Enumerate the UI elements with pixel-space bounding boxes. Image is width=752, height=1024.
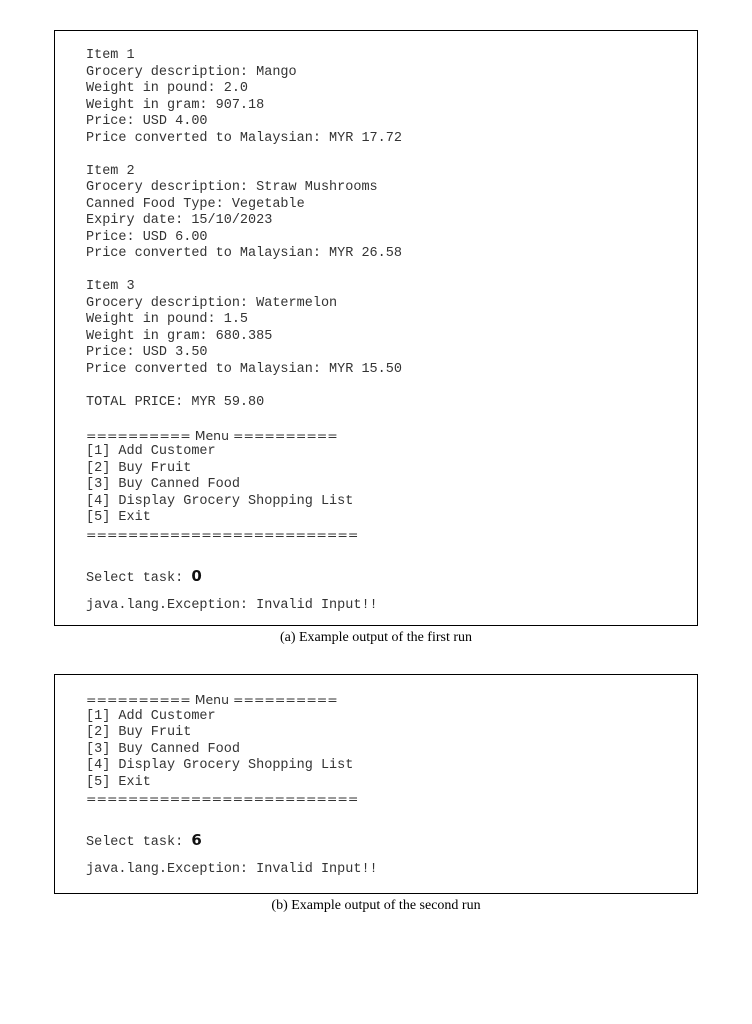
item-line: Price: USD 3.50	[86, 345, 208, 360]
item-line: Price converted to Malaysian: MYR 17.72	[86, 130, 402, 146]
console-text	[86, 48, 697, 614]
item-line: Weight in gram: 680.385	[86, 328, 273, 344]
menu-option: [3] Buy Canned Food	[86, 741, 240, 757]
menu-option: [3] Buy Canned Food	[86, 477, 240, 492]
item-line: Expiry date: 15/10/2023	[86, 213, 273, 228]
item-header: Item 3	[86, 279, 135, 294]
menu-footer: ==========================	[86, 526, 359, 542]
exception-message: java.lang.Exception: Invalid Input!!	[86, 597, 378, 613]
console-output-second-run	[54, 674, 698, 894]
menu-header: ========== Menu ==========	[86, 692, 338, 707]
grocery-item	[86, 48, 697, 147]
select-task-prompt	[86, 567, 697, 585]
figure-caption: (a) Example output of the first run	[279, 630, 473, 645]
item-line: Price converted to Malaysian: MYR 15.50	[86, 361, 402, 377]
grocery-item	[86, 164, 697, 263]
menu-option: [5] Exit	[86, 774, 151, 790]
item-line: Grocery description: Watermelon	[86, 295, 338, 311]
item-line: Price: USD 6.00	[86, 229, 208, 245]
menu-footer: ==========================	[86, 791, 359, 806]
menu-option: [5] Exit	[86, 510, 151, 525]
menu-header: ========== Menu ==========	[86, 427, 338, 443]
console-text	[86, 692, 697, 879]
menu-option: [4] Display Grocery Shopping List	[86, 758, 354, 773]
item-line: Canned Food Type: Vegetable	[86, 196, 305, 212]
grocery-item	[86, 279, 697, 378]
menu-option: [4] Display Grocery Shopping List	[86, 493, 354, 509]
item-line: Grocery description: Straw Mushrooms	[86, 180, 378, 195]
select-task-value: 0	[191, 566, 202, 585]
menu	[86, 692, 697, 808]
select-task-label: Select task:	[86, 835, 192, 850]
item-header: Item 1	[86, 48, 135, 63]
menu-option: [2] Buy Fruit	[86, 725, 192, 740]
menu-option: [1] Add Customer	[86, 444, 216, 459]
menu	[86, 428, 697, 544]
menu-option: [1] Add Customer	[86, 708, 216, 724]
item-line: Weight in pound: 2.0	[86, 81, 249, 96]
menu-option: [2] Buy Fruit	[86, 460, 192, 476]
select-task-label: Select task:	[86, 570, 192, 586]
select-task-prompt	[86, 831, 697, 849]
item-header: Item 2	[86, 163, 135, 179]
console-output-first-run	[54, 30, 698, 626]
select-task-value: 6	[191, 831, 202, 849]
exception-message: java.lang.Exception: Invalid Input!!	[86, 862, 378, 877]
item-line: Weight in pound: 1.5	[86, 312, 249, 327]
total-price: TOTAL PRICE: MYR 59.80	[86, 394, 265, 410]
item-line: Price: USD 4.00	[86, 114, 208, 129]
item-line: Grocery description: Mango	[86, 64, 297, 80]
figure-caption: (b) Example output of the second run	[271, 898, 481, 913]
item-line: Weight in gram: 907.18	[86, 97, 265, 113]
item-line: Price converted to Malaysian: MYR 26.58	[86, 246, 402, 261]
